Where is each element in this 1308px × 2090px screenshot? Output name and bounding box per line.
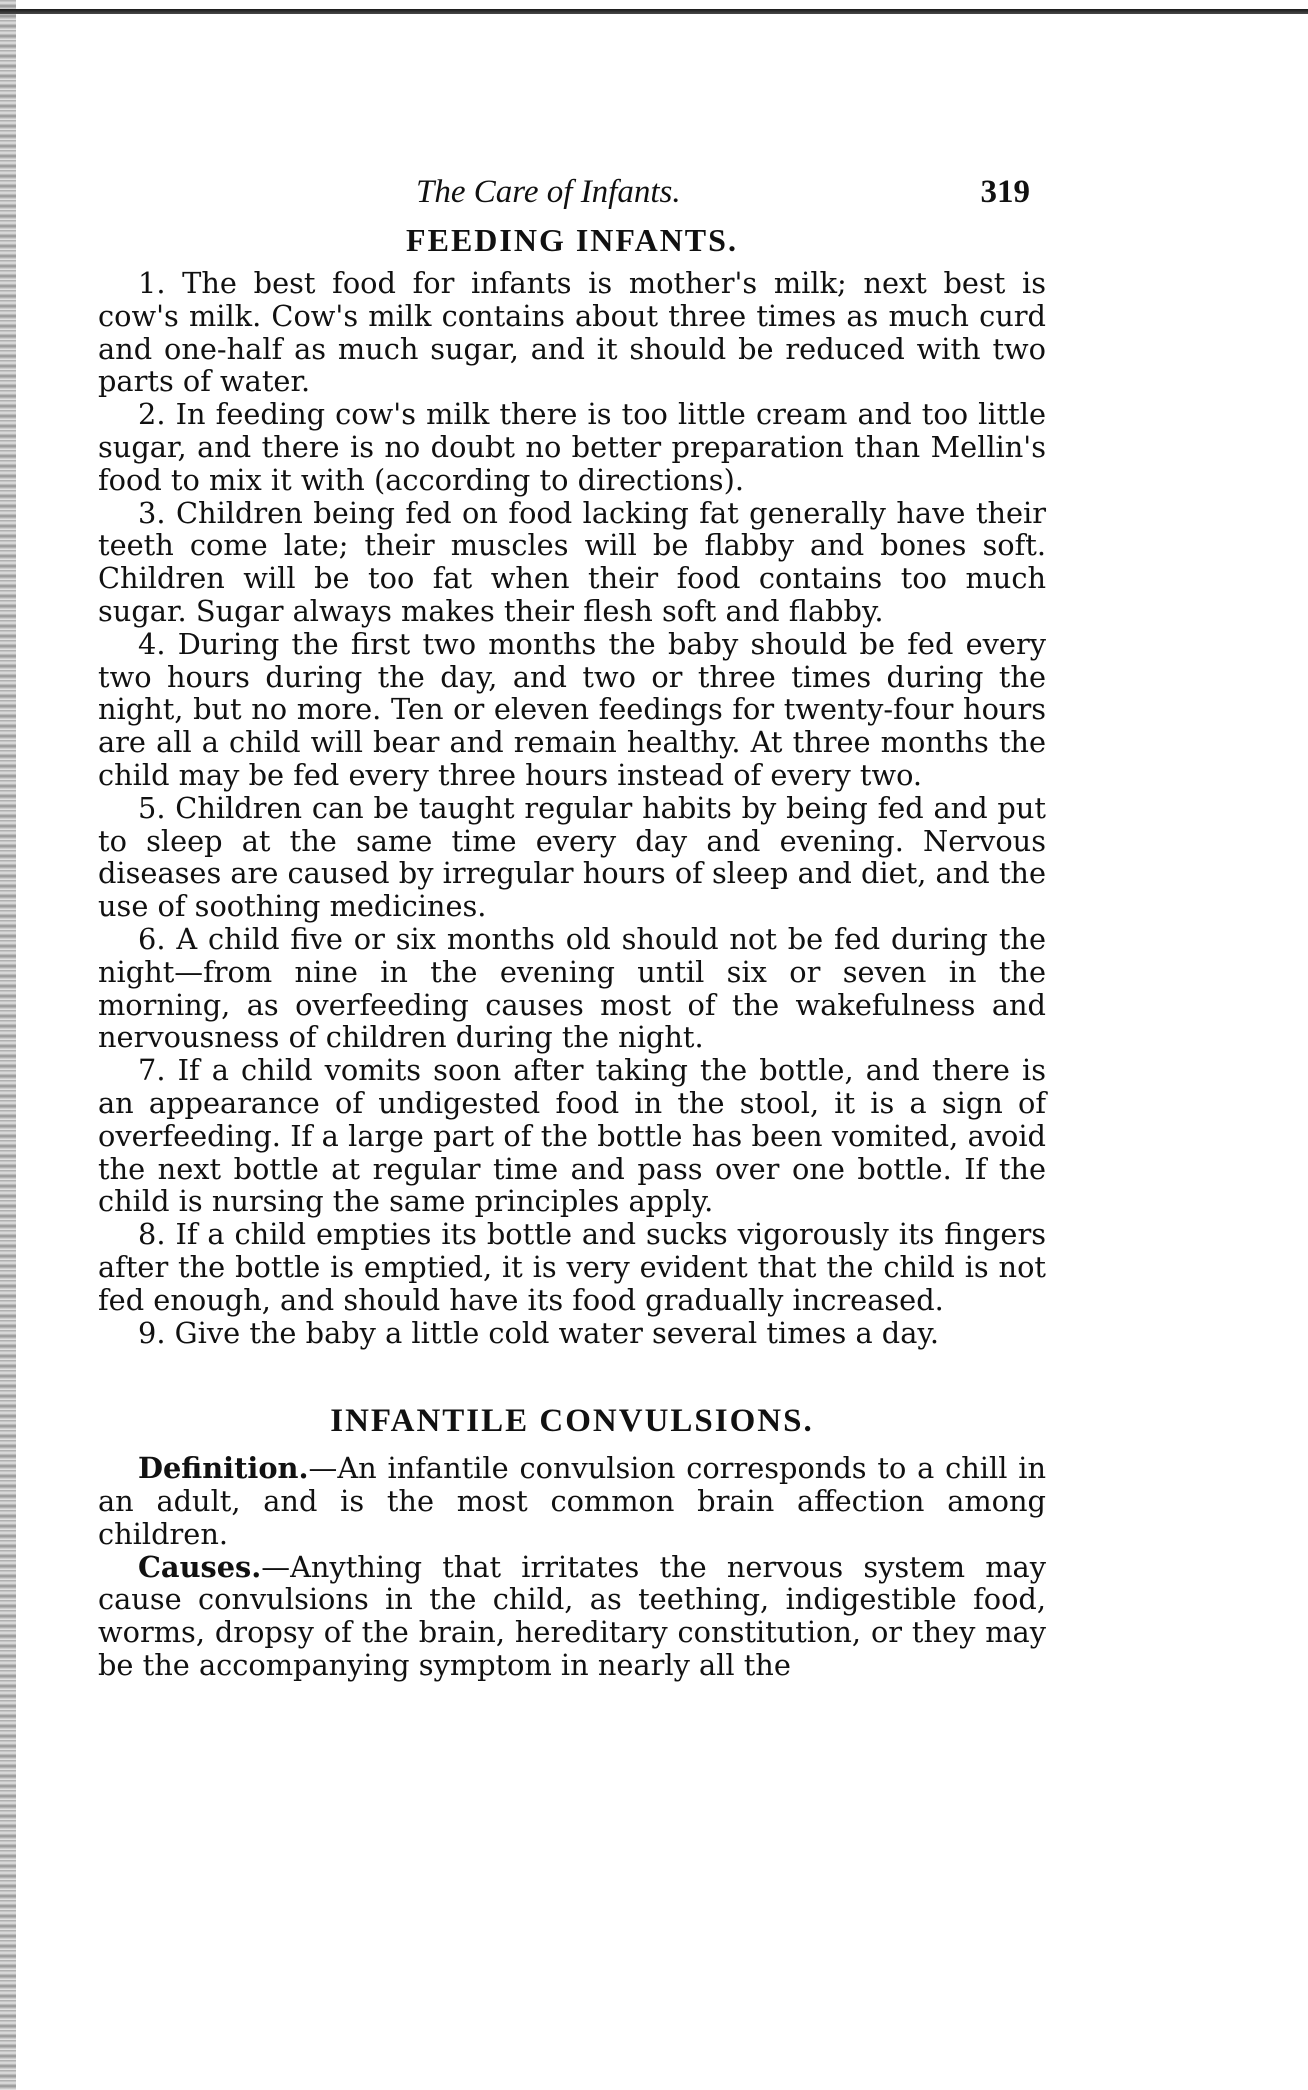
list-item <box>98 1054 1046 1218</box>
item-text: If a child empties its bottle and sucks vigorously its fingers after the bottle is emptied, it is very evident that the child is not fed enough, and should have its food gradually increased. <box>98 1217 1047 1317</box>
item-text: Give the baby a little cold water several times a day. <box>174 1315 940 1350</box>
causes-text: —Anything that irritates the nervous system may cause convulsions in the child, as teething, indigestible food, worms, dropsy of the brain, hereditary constitution, or they may be the accompanying symptom in nearly all the <box>98 1549 1046 1683</box>
item-number: 6. <box>138 921 166 956</box>
running-title: The Care of Infants. <box>416 174 681 210</box>
item-number: 5. <box>138 790 166 825</box>
list-item <box>98 628 1046 792</box>
page-binding-edge <box>0 0 16 2090</box>
definition-text: —An infantile convulsion corresponds to a chill in an adult, and is the most common brain affection among children. <box>98 1451 1046 1551</box>
item-text: During the first two months the baby should be fed every two hours during the day, and two or three times during the night, but no more. Ten or eleven feedings for twenty-four hours are all a child will bear and remain healthy. At three months the child may be fed every three hours instead of every two. <box>98 626 1046 792</box>
item-text: In feeding cow's milk there is too little cream and too little sugar, and there is no doubt no better preparation than Mellin's food to mix it with (according to directions). <box>98 397 1046 497</box>
item-text: Children being fed on food lacking fat generally have their teeth come late; their muscles will be flabby and bones soft. Children will be too fat when their food contains too much sugar. Sugar always makes their flesh soft and flabby. <box>98 495 1047 628</box>
page-number: 319 <box>980 174 1030 210</box>
causes-lead: Causes. <box>138 1549 262 1584</box>
item-number: 3. <box>138 495 166 530</box>
item-number: 8. <box>138 1217 166 1252</box>
list-item <box>98 1317 1046 1350</box>
item-number: 1. <box>138 266 166 300</box>
item-number: 9. <box>138 1315 166 1350</box>
item-text: If a child vomits soon after taking the bottle, and there is an appearance of undigested food in the stool, it is a sign of overfeeding. If a large part of the bottle has been vomited, avoid the next bottle at regular time and pass over one bottle. If the child is nursing the same principles apply. <box>98 1053 1047 1219</box>
book-page <box>98 168 1046 1682</box>
definition-paragraph <box>98 1452 1046 1550</box>
item-text: Children can be taught regular habits by being fed and put to sleep at the same time every day and evening. Nervous diseases are caused by irregular hours of sleep and diet, and the use of soothing medicines. <box>98 790 1046 924</box>
item-number: 4. <box>138 626 166 661</box>
section-heading-infantile-convulsions: INFANTILE CONVULSIONS. <box>330 1403 814 1440</box>
item-number: 7. <box>138 1053 166 1088</box>
causes-paragraph <box>98 1551 1046 1682</box>
list-item <box>98 1218 1046 1316</box>
item-text: A child five or six months old should not be fed during the night—from nine in the evening until six or seven in the morning, as overfeeding causes most of the wakefulness and nervousness of children during the night. <box>98 921 1046 1055</box>
item-number: 2. <box>138 397 166 432</box>
list-item <box>98 497 1046 628</box>
item-text: The best food for infants is mother's milk; next best is cow's milk. Cow's milk contains about three times as much curd and one-half as much sugar, and it should be reduced with two parts of water. <box>98 266 1046 399</box>
running-head <box>98 168 1046 218</box>
list-item <box>98 792 1046 923</box>
top-rule <box>0 9 1308 14</box>
list-item <box>98 398 1046 496</box>
list-item <box>98 923 1046 1054</box>
list-item <box>98 267 1046 398</box>
definition-lead: Definition. <box>138 1451 309 1486</box>
section-heading-feeding-infants: FEEDING INFANTS. <box>406 222 738 258</box>
